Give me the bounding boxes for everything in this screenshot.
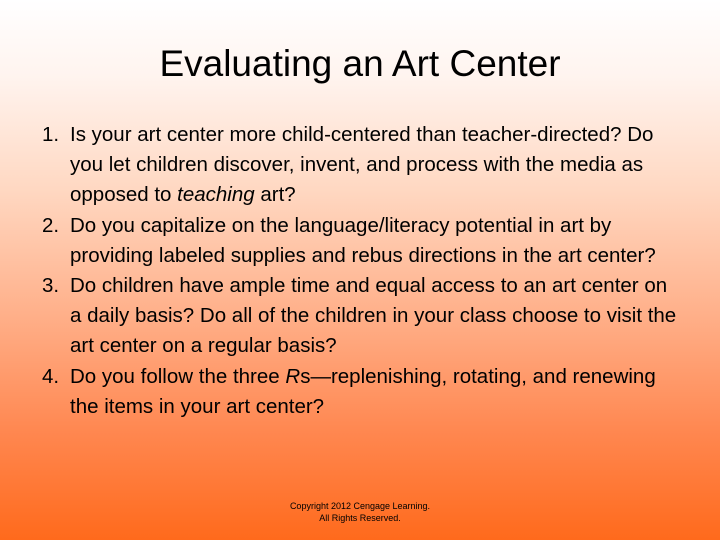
question-item-2 [42,211,682,271]
question-text-emphasis: teaching [177,183,255,207]
slide-title: Evaluating an Art Center [159,43,561,84]
question-list [42,120,682,422]
question-text-segment: s—replenishing, rotating, and renewing the items in your art center? [70,364,656,418]
question-number: 1. [42,123,60,146]
question-item-1 [42,120,682,211]
question-number: 4. [42,364,60,388]
question-text-segment: Do you capitalize on the language/literacy potential in art by providing labeled supplies and rebus directions in the art center? [70,213,656,267]
question-number: 3. [42,274,60,298]
copyright-footer [0,500,720,524]
question-item-4 [42,362,682,422]
question-text [70,271,682,362]
question-text [70,211,682,271]
rights-line: All Rights Reserved. [319,513,401,523]
question-text-segment: art? [254,183,296,207]
question-text [70,362,682,422]
question-text [70,120,682,211]
copyright-line: Copyright 2012 Cengage Learning. [289,501,431,511]
question-item-3 [42,271,682,362]
question-text-segment: Is your art center more child-centered than teacher-directed? Do you let children discover, invent, and process with the media as opposed to [70,123,654,207]
question-text-segment: Do you follow the three [70,364,286,388]
question-text-emphasis: R [285,364,301,388]
question-number: 2. [42,213,60,237]
question-text-segment: Do children have ample time and equal access to an art center on a daily basis? Do all of the children in your class choose to visit the art center on a regular basis? [70,274,677,358]
